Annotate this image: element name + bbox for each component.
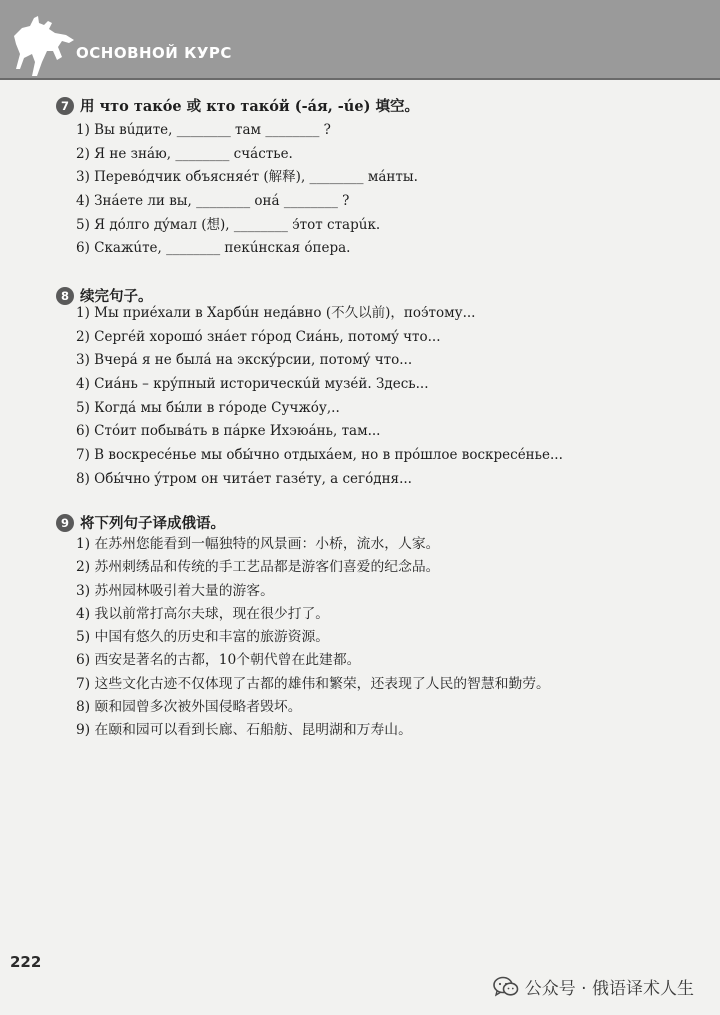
header-bar	[0, 0, 720, 78]
exercise-item: 1) Мы приéхали в Харбúн недáвно (不久以前)，поэ́тому...	[76, 305, 476, 321]
exercise-9-heading	[56, 512, 225, 533]
page-number: 222	[10, 953, 42, 971]
exercise-item: 8) Обы́чно ýтром он читáет газéту, а сегóдня...	[76, 470, 412, 487]
header-divider	[0, 78, 720, 80]
exercise-item: 5) Я дóлго дýмал (想), ________ э́тот старúк.	[76, 216, 381, 233]
exercise-item: 9) 在颐和园可以看到长廊、石船舫、昆明湖和万寿山。	[76, 722, 412, 739]
exercise-item: 1) Вы вúдите, ________ там ________ ?	[76, 122, 331, 138]
exercise-8-items	[76, 302, 563, 492]
exercise-item: 2) Сергéй хорошó знáет гóрод Сиáнь, потомý что...	[76, 328, 441, 345]
exercise-instruction: 将下列句子译成俄语。	[80, 515, 225, 532]
exercise-item: 2) 苏州刺绣品和传统的手工艺品都是游客们喜爱的纪念品。	[76, 559, 440, 576]
exercise-number-badge: 7	[56, 97, 74, 115]
exercise-number-badge: 8	[56, 287, 74, 305]
exercise-item: 6) Скажúте, ________ пекúнская óпера.	[76, 240, 351, 257]
watermark	[493, 974, 694, 999]
exercise-7-heading	[56, 95, 419, 116]
exercise-item: 1) 在苏州您能看到一幅独特的风景画：小桥，流水，人家。	[76, 536, 440, 552]
exercise-item: 6) 西安是著名的古都，10个朝代曾在此建都。	[76, 652, 361, 669]
exercise-item: 4) Знáете ли вы, ________ онá ________ ?	[76, 193, 350, 210]
exercise-item: 8) 颐和园曾多次被外国侵略者毁坏。	[76, 699, 302, 716]
exercise-instruction: 用 что такóе 或 кто такóй (-áя, -úе) 填空。	[80, 98, 419, 115]
exercise-number-badge: 9	[56, 514, 74, 532]
exercise-item: 3) 苏州园林吸引着大量的游客。	[76, 582, 274, 599]
exercise-item: 5) 中国有悠久的历史和丰富的旅游资源。	[76, 629, 330, 646]
exercise-9-items	[76, 533, 550, 743]
exercise-item: 6) Стóит побывáть в пáрке Ихэюáнь, там...	[76, 423, 381, 440]
horse-rider-icon	[8, 14, 78, 78]
exercise-item: 3) Вчерá я не былá на экскýрсии, потомý что...	[76, 352, 413, 369]
wechat-icon	[493, 976, 519, 998]
exercise-item: 3) Перевóдчик объясняéт (解释), ________ мáнты.	[76, 169, 418, 186]
exercise-item: 7) В воскресéнье мы обы́чно отдыхáем, но в прóшлое воскресéнье...	[76, 447, 563, 464]
exercise-item: 4) 我以前常打高尔夫球，现在很少打了。	[76, 605, 330, 622]
exercise-item: 4) Сиáнь – крýпный историческúй музéй. Здесь...	[76, 376, 429, 393]
exercise-instruction: 续完句子。	[80, 288, 153, 305]
watermark-text: 公众号 · 俄语译术人生	[524, 979, 694, 999]
exercise-item: 2) Я не знáю, ________ счáстье.	[76, 145, 293, 162]
exercise-item: 5) Когдá мы бы́ли в гóроде Сучжóу,..	[76, 399, 340, 416]
exercise-item: 7) 这些文化古迹不仅体现了古都的雄伟和繁荣，还表现了人民的智慧和勤劳。	[76, 675, 550, 692]
exercise-7-items	[76, 119, 418, 261]
course-title: ОСНОВНОЙ КУРС	[76, 44, 232, 62]
